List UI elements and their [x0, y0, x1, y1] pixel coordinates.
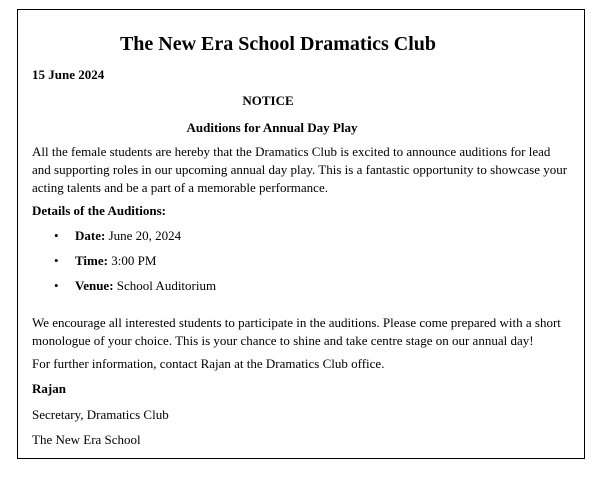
detail-value: June 20, 2024 — [108, 228, 182, 243]
signer-role: Secretary, Dramatics Club — [32, 407, 169, 422]
detail-item-time — [32, 252, 216, 277]
signer-name: Rajan — [32, 381, 66, 396]
bullet-icon: • — [54, 253, 59, 268]
notice-subject: Auditions for Annual Day Play — [186, 120, 358, 135]
details-heading: Details of the Auditions: — [32, 203, 166, 218]
bullet-icon: • — [54, 228, 59, 243]
intro-paragraph: All the female students are hereby that the Dramatics Club is excited to announce auditions for lead and supporting roles in our upcoming annual day play. This is a fantastic opportunity to showcase your acting talents and be a part of a memorable performance. — [32, 144, 568, 195]
notice-document — [17, 9, 585, 459]
signer-organization: The New Era School — [32, 432, 141, 447]
detail-value: 3:00 PM — [111, 253, 157, 268]
club-title: The New Era School Dramatics Club — [119, 33, 437, 55]
contact-paragraph: For further information, contact Rajan at the Dramatics Club office. — [32, 356, 385, 371]
detail-item-date — [32, 227, 216, 252]
detail-label: Venue: — [75, 278, 114, 293]
detail-label: Date: — [75, 228, 106, 243]
notice-heading: NOTICE — [242, 93, 294, 108]
detail-label: Time: — [75, 253, 108, 268]
details-list — [32, 227, 216, 302]
detail-value: School Auditorium — [116, 278, 217, 293]
encourage-paragraph: We encourage all interested students to participate in the auditions. Please come prepared with a short monologue of your choice. This is your chance to shine and take centre stage on our annual day! — [32, 315, 561, 348]
bullet-icon: • — [54, 278, 59, 293]
notice-date: 15 June 2024 — [32, 67, 105, 82]
detail-item-venue — [32, 277, 216, 302]
